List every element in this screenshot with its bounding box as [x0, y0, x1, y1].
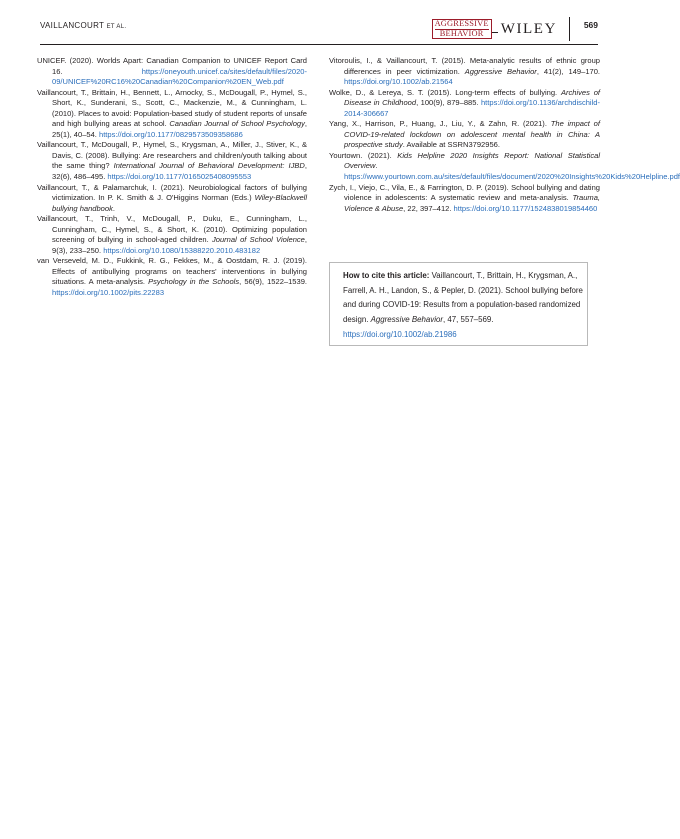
running-head-et-al: ET AL. — [106, 24, 127, 30]
reference-link[interactable]: https://doi.org/10.1177/0829573509358686 — [99, 129, 243, 139]
cite-text: Vaillancourt, T., Brittain, H., Krygsman, A., Farrell, A. H., Landon, S., & Pepler, D. (2021). School bullying before and during COVID-19: Results from a population-based randomized design. — [343, 271, 583, 325]
header-rule — [40, 44, 598, 45]
cite-doi-link[interactable]: https://doi.org/10.1002/ab.21986 — [343, 329, 457, 339]
reference-column-right — [329, 56, 680, 214]
page-header — [40, 0, 598, 46]
reference-link[interactable]: https://doi.org/10.1136/archdischild-2014-306667 — [344, 98, 600, 118]
how-to-cite-box — [329, 262, 588, 346]
reference-link[interactable]: https://oneyouth.unicef.ca/sites/default/files/2020-09/UNICEF%20RC16%20Canadian%20Companion%20EN_Web.pdf — [52, 66, 307, 87]
cite-rest: , 47, 557–569. — [443, 315, 494, 325]
reference-column-left — [37, 56, 307, 299]
running-head-authors — [40, 21, 126, 30]
cite-journal: Aggressive Behavior — [370, 315, 444, 325]
running-head-author-name: VAILLANCOURT — [40, 21, 105, 30]
reference-link[interactable]: https://doi.org/10.1002/pits.22283 — [52, 288, 165, 298]
aggressive-behavior-logo — [432, 19, 492, 39]
page-number: 569 — [583, 20, 598, 30]
header-divider — [569, 17, 570, 41]
reference-item: Zych, I., Viejo, C., Vila, E., & Farrington, D. P. (2019). School bullying and dating violence in adolescents: A systematic review and meta-analysis. Trauma, Violence & Abuse, 22, 397–412. https://doi.org/10.1177/1524838019854460 — [329, 182, 600, 213]
reference-item: Yang, X., Harrison, P., Huang, J., Liu, Y., & Zahn, R. (2021). The impact of COVID-19-related lockdown on adolescent mental health in China: A prospective study. Available at SSRN3792956. — [329, 119, 600, 150]
reference-item: Vaillancourt, T., McDougall, P., Hymel, S., Krygsman, A., Miller, J., Stiver, K., & Davis, C. (2008). Bullying: Are researchers and children/youth talking about the same thing? International Journal of Behavioral Development: IJBD, 32(6), 486–495. https://doi.org/10.1177/0165025408095553 — [37, 140, 307, 182]
journal-logo-line2: BEHAVIOR — [435, 29, 489, 39]
reference-item: Vitoroulis, I., & Vaillancourt, T. (2015). Meta-analytic results of ethnic group differences in peer victimization. Aggressive Behavior, 41(2), 149–170. https://doi.org/10.1002/ab.21564 — [329, 56, 601, 87]
publisher-logo: WILEY — [500, 21, 557, 37]
reference-link[interactable]: https://doi.org/10.1177/0165025408095553 — [107, 172, 252, 182]
reference-item: Wolke, D., & Lereya, S. T. (2015). Long-term effects of bullying. Archives of Disease in Childhood, 100(9), 879–885. https://doi.org/10.1136/archdischild-2014-306667 — [329, 87, 600, 118]
journal-logo — [432, 19, 557, 43]
reference-link[interactable]: https://doi.org/10.1080/15388220.2010.483182 — [103, 245, 261, 255]
reference-item: Yourtown. (2021). Kids Helpline 2020 Insights Report: National Statistical Overview. https://www.yourtown.com.au/sites/default/files/document/2020%20Insights%20Kids%20Helpline.pdf — [329, 150, 680, 182]
reference-item: UNICEF. (2020). Worlds Apart: Canadian Companion to UNICEF Report Card 16. https://oneyouth.unicef.ca/sites/default/files/2020-09/UNICEF%20RC16%20Canadian%20Companion%20EN_Web.pdf — [37, 56, 307, 87]
cite-label: How to cite this article: — [343, 271, 430, 280]
reference-item: van Verseveld, M. D., Fukkink, R. G., Fekkes, M., & Oostdam, R. J. (2019). Effects of antibullying programs on teachers' interventions in bullying situations. A meta-analysis. Psychology in the Schools, 56(9), 1522–1539. https://doi.org/10.1002/pits.22283 — [37, 256, 307, 298]
reference-link[interactable]: https://www.yourtown.com.au/sites/default/files/document/2020%20Insights%20Kids%20Helpline.pdf — [344, 172, 680, 182]
reference-link[interactable]: https://doi.org/10.1177/1524838019854460 — [453, 203, 598, 213]
reference-item: Vaillancourt, T., & Palamarchuk, I. (2021). Neurobiological factors of bullying victimization. In P. K. Smith & J. O'Higgins Norman (Eds.) Wiley-Blackwell bullying handbook. — [37, 182, 307, 213]
reference-link[interactable]: https://doi.org/10.1002/ab.21564 — [344, 77, 453, 87]
reference-item: Vaillancourt, T., Brittain, H., Bennett, L., Arnocky, S., McDougall, P., Hymel, S., Short, K., Sunderani, S., Scott, C., Mackenzie, M., & Cunningham, L. (2010). Places to avoid: Population-based study of student reports of unsafe and high bullying areas at school. Canadian Journal of School Psychology, 25(1), 40–54. https://doi.org/10.1177/0829573509358686 — [37, 87, 307, 139]
journal-logo-line1: AGGRESSIVE — [434, 19, 489, 28]
logo-dash — [492, 32, 498, 33]
reference-item: Vaillancourt, T., Trinh, V., McDougall, P., Duku, E., Cunningham, L., Cunningham, C., Hymel, S., & Short, K. (2010). Optimizing population screening of bullying in school-aged children. Journal of School Violence, 9(3), 233–250. https://doi.org/10.1080/15388220.2010.483182 — [37, 214, 307, 255]
